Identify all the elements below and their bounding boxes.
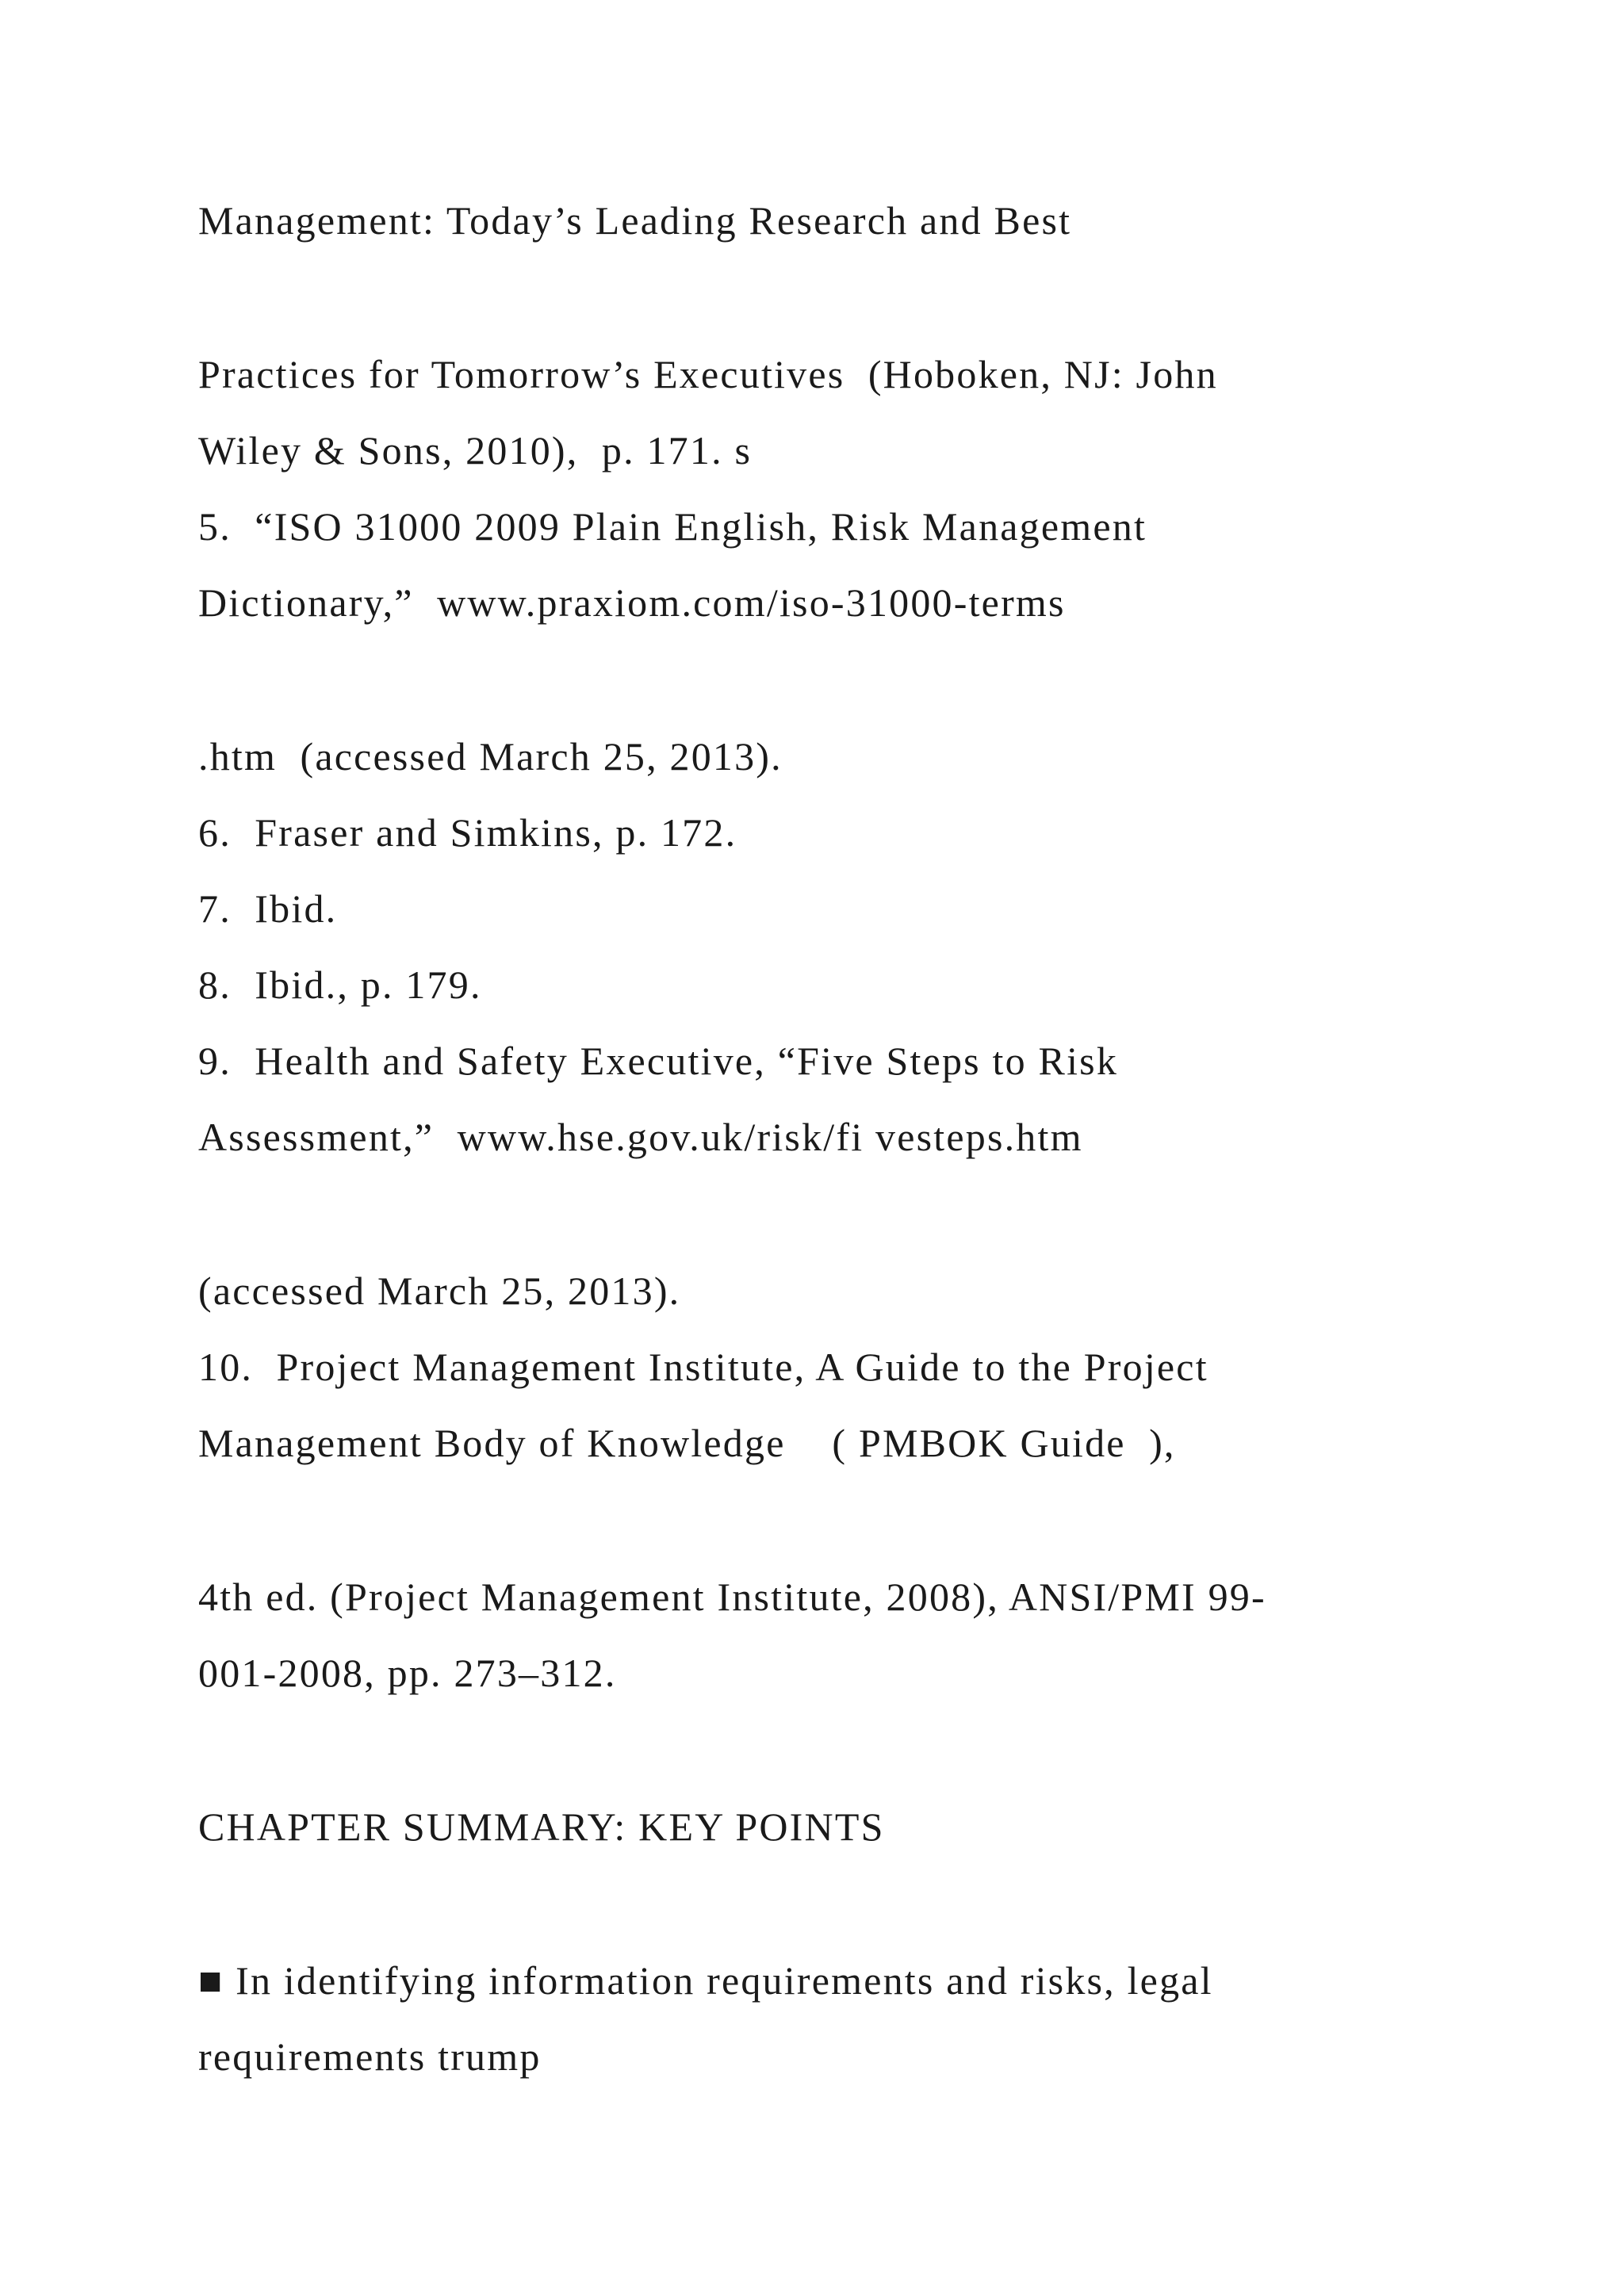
reference-text-line: (accessed March 25, 2013). — [198, 1269, 681, 1313]
reference-text-line: 10. Project Management Institute, A Guide to the Project — [198, 1345, 1208, 1389]
bullet-point-line: requirements trump — [198, 2034, 542, 2079]
reference-text-line: Management: Today’s Leading Research and Best — [198, 198, 1072, 243]
bullet-point-line: ■ In identifying information requirements and risks, legal — [198, 1958, 1213, 2003]
reference-text-line: 5. “ISO 31000 2009 Plain English, Risk Management — [198, 504, 1147, 549]
reference-text-line: Wiley & Sons, 2010), p. 171. s — [198, 428, 753, 473]
reference-text-line: 6. Fraser and Simkins, p. 172. — [198, 810, 737, 855]
reference-text-line: 4th ed. (Project Management Institute, 2008), ANSI/PMI 99- — [198, 1575, 1266, 1619]
reference-text-line: Practices for Tomorrow’s Executives (Hoboken, NJ: John — [198, 352, 1218, 396]
reference-text-line: 9. Health and Safety Executive, “Five Steps to Risk — [198, 1039, 1119, 1083]
reference-text-line: 8. Ibid., p. 179. — [198, 962, 482, 1007]
reference-text-line: Dictionary,” www.praxiom.com/iso-31000-terms — [198, 580, 1066, 625]
reference-text-line: .htm (accessed March 25, 2013). — [198, 734, 783, 779]
section-heading: CHAPTER SUMMARY: KEY POINTS — [198, 1804, 885, 1849]
reference-text-line: 7. Ibid. — [198, 886, 338, 931]
reference-text-line: Assessment,” www.hse.gov.uk/risk/fi vesteps.htm — [198, 1115, 1083, 1159]
reference-text-line: Management Body of Knowledge ( PMBOK Guide ), — [198, 1421, 1176, 1465]
reference-text-line: 001-2008, pp. 273–312. — [198, 1651, 617, 1695]
